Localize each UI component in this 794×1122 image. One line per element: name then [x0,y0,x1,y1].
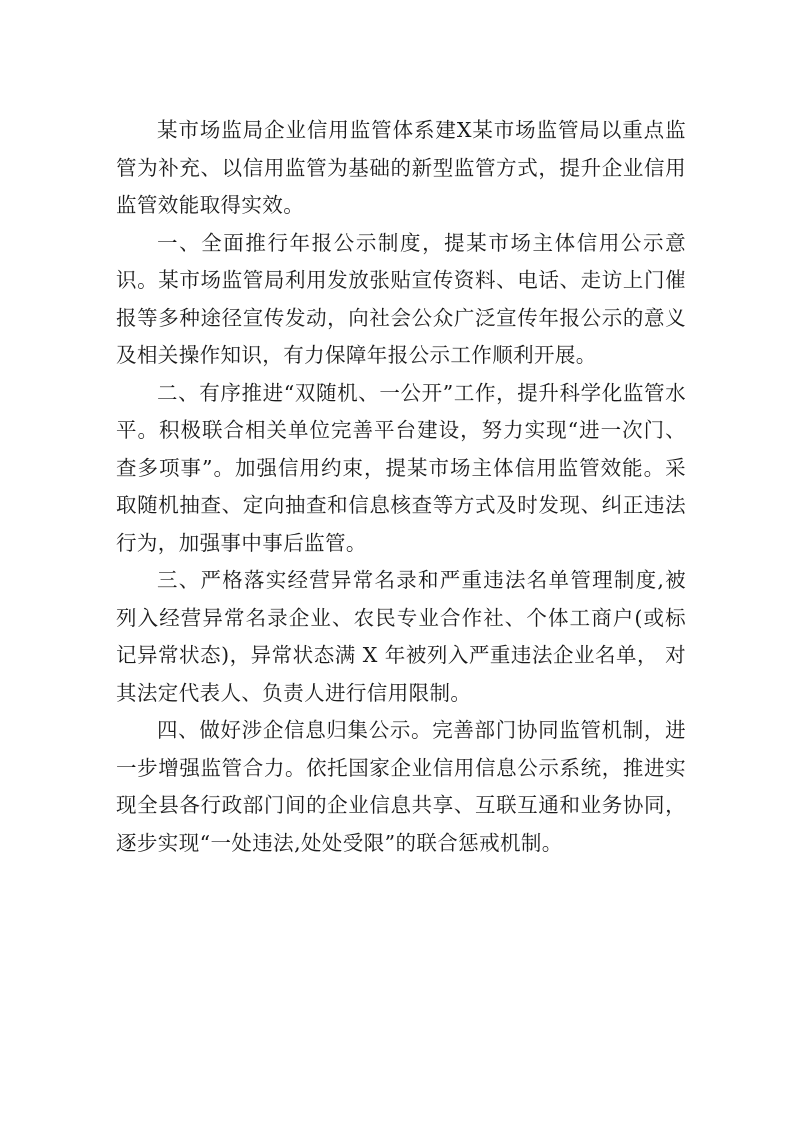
section-1-paragraph: 一、全面推行年报公示制度，提某市场主体信用公示意识。某市场监管局利用发放张贴宣传资料、电话、走访上门催报等多种途径宣传发动，向社会公众广泛宣传年报公示的意义及相关操作知识，有力保障年报公示工作顺利开展。 [116,230,686,367]
section-2-paragraph: 二、有序推进“双随机、一公开”工作，提升科学化监管水平。积极联合相关单位完善平台建设，努力实现“进一次门、查多项事”。加强信用约束，提某市场主体信用监管效能。采取随机抽查、定向抽查和信息核查等方式及时发现、纠正违法行为，加强事中事后监管。 [116,380,686,555]
intro-paragraph: 某市场监局企业信用监管体系建X某市场监管局以重点监管为补充、以信用监管为基础的新型监管方式，提升企业信用监管效能取得实效。 [116,118,686,217]
document-body [116,112,686,862]
section-4-paragraph: 四、做好涉企信息归集公示。完善部门协同监管机制，进一步增强监管合力。依托国家企业信用信息公示系统，推进实现全县各行政部门间的企业信息共享、互联互通和业务协同，逐步实现“一处违法,处处受限”的联合惩戒机制。 [116,718,686,855]
section-3-paragraph: 三、严格落实经营异常名录和严重违法名单管理制度,被列入经营异常名录企业、农民专业合作社、个体工商户(或标记异常状态)，异常状态满 X 年被列入严重违法企业名单， 对其法定代表人、负责人进行信用限制。 [116,568,686,705]
